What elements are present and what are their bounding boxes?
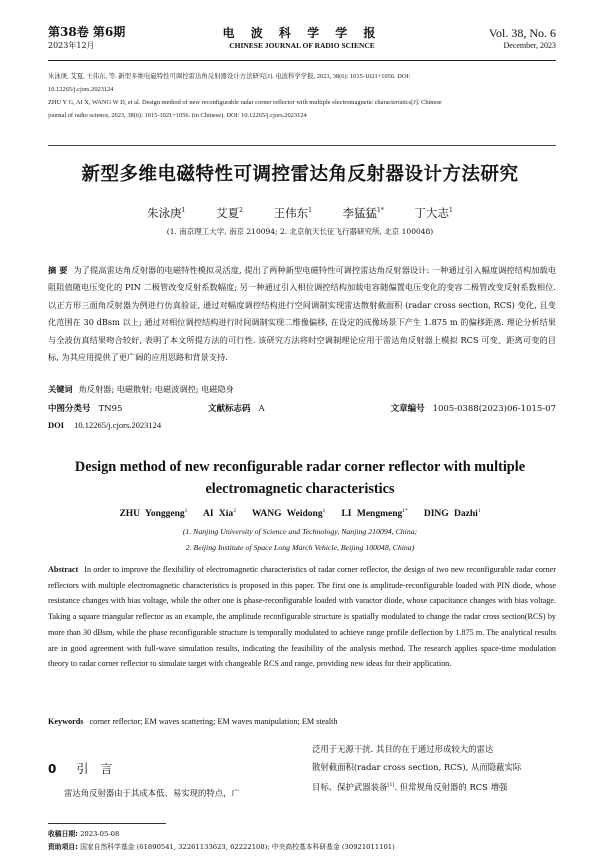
author-en: DING Dazhi$^1$ <box>423 508 481 520</box>
abstract-en <box>48 562 556 672</box>
author-en: ZHU Yonggeng$^1$ <box>119 508 188 520</box>
journal-name-en: CHINESE JOURNAL OF RADIO SCIENCE <box>229 41 375 50</box>
author-cn: 朱泳庚$^1$ <box>147 206 186 220</box>
funding-info: 资助项目: 国家自然科学基金 (61890541, 32261133623, 62222108); 中央高校基本科研基金 (30921011101) <box>48 843 395 851</box>
date-en: December, 2023 <box>503 41 556 50</box>
author-cn: 王伟东$^1$ <box>273 206 312 220</box>
classification-row <box>48 402 556 416</box>
affiliation-en-line: 2. Beijing Institute of Space Long March Vehicle, Beijing 100048, China) <box>185 543 415 552</box>
footnotes <box>48 828 556 854</box>
citation-block <box>48 70 556 122</box>
abstract-cn-text: 为了提高雷达角反射器的电磁特性模拟灵活度, 提出了两种新型电磁特性可调控雷达角反射器设计: 一种通过引入幅度调控结构加载电阻阻值随电压变化的 PIN 二极管改变反射系数幅度; 另一种通过引入相位调控结构加载电容随偏置电压变化的变容二极管改变反射系数相位. 以正方形三面角反射器为例进行仿真验证, 通过对幅度调控结构进行空间调制实现雷达散射截面积 (radar cross section, RCS) 变化, 且变化范围在 30 dBsm 以上; 通过对相位调控结构进行时间调制实现二维像偏移, 在设定的成像场景下产生 1.875 m 的偏移距离. 理论分析结果与全波仿真结果吻合较好, 表明了本文所提方法的可行性. 该研究方法将时空调制理论应用于雷达角反射器上模拟 RCS 可变、距离可变的目标, 为其应用提供了更广阔的应用思路和背景支持. <box>48 265 556 363</box>
received-date: 收稿日期: 2023-05-08 <box>48 830 120 838</box>
article-id: 文章编号 1005-0388(2023)06-1015-07 <box>390 404 556 414</box>
abstract-cn <box>48 262 556 366</box>
author-en: LI Mengmeng$^{1*}$ <box>341 508 408 520</box>
header-center <box>48 26 556 51</box>
section-number: 0 <box>48 762 57 776</box>
author-en: WANG Weidong$^1$ <box>251 508 326 520</box>
intro-line: 目标、保护武器装备[1]. 但常规角反射器的 RCS 增强 <box>312 781 508 792</box>
citation-rule <box>48 145 556 146</box>
reference-mark: [1] <box>387 782 395 788</box>
abstract-en-text: In order to improve the flexibility of electromagnetic characteristics of radar corner reflector, the design of two new reconfigurable radar corner reflectors with multiple electromagnetic characteristics is proposed in this paper. The first one is amplitude-reconfigurable loaded with PIN diode, whose resistance changes with bias voltage, while the other one is phase-reconfigurable loaded with varactor diode, whose capacitance changes with bias voltage. Taking a square triangular reflector as an example, the amplitude reconfigurable structure is spatially modulated to change the radar cross section(RCS) by more than 30 dBsm, while the phase reconfigurable structure is temporally modulated to achieve range profile deflection by 1.875 m. The analytical results are in good agreement with full-wave simulation results, indicating the feasibility of the analysis method. The research applies space-time modulation theory to radar corner reflector to simulate target with changeable RCS and range, providing new ideas for their application. <box>48 565 556 669</box>
header-right <box>489 26 556 51</box>
title-cn: 新型多维电磁特性可调控雷达角反射器设计方法研究 <box>81 164 519 185</box>
authors-cn <box>0 205 600 221</box>
abstract-cn-label: 摘 要 <box>48 265 68 275</box>
author-cn: 艾夏$^2$ <box>216 206 243 220</box>
journal-name-cn: 电 波 科 学 学 报 <box>222 26 382 40</box>
citation-line: journal of radio science, 2023, 38(6): 1015-1021+1056. (in Chinese). DOI: 10.12265/j.cjors.2023124 <box>48 112 307 119</box>
volume-cn: 第38卷 第6期 <box>48 25 126 39</box>
keywords-en <box>48 717 556 726</box>
authors-en <box>0 508 600 519</box>
title-en: Design method of new reconfigurable radar corner reflector with multiple electromagnetic characteristics <box>74 459 526 497</box>
citation-line: 朱泳庚, 艾夏, 王伟东, 等. 新型多维电磁特性可调控雷达角反射器设计方法研究[J]. 电波科学学报, 2023, 38(6): 1015-1021+1056. DOI: <box>48 73 411 80</box>
abstract-en-label: Abstract <box>48 565 79 574</box>
keywords-en-text: corner reflector; EM waves scattering; EM waves manipulation; EM stealth <box>89 717 338 726</box>
affiliation-cn: (1. 南京理工大学, 南京 210094; 2. 北京航天长征飞行器研究所, 北京 100048) <box>166 227 434 236</box>
affiliation-en-line: (1. Nanjing University of Science and Technology, Nanjing 210094, China; <box>182 527 418 536</box>
citation-line: ZHU Y G, AI X, WANG W D, et al. Design method of new reconfigurable radar corner reflector with multiple electromagnetic characteristics[J]. Chinese <box>48 99 442 106</box>
intro-left-column: 雷达角反射器由于其成本低、易实现的特点，广 <box>64 788 240 798</box>
keywords-cn-label: 关键词 <box>48 384 73 394</box>
author-cn: 李猛猛$^{1*}$ <box>342 206 384 220</box>
section-heading-intro <box>48 760 124 777</box>
header-rule <box>48 60 556 61</box>
affiliation-en <box>0 524 600 556</box>
keywords-cn-text: 角反射器; 电磁散射; 电磁波调控; 电磁隐身 <box>78 384 234 394</box>
keywords-en-label: Keywords <box>48 717 84 726</box>
author-en: AI Xia$^2$ <box>203 508 236 520</box>
doi-value: 10.12265/j.cjors.2023124 <box>74 420 162 430</box>
intro-line: 泛用于无源干扰. 其目的在于通过形成较大的雷达 <box>312 744 494 754</box>
running-header <box>48 26 556 60</box>
volume-en: Vol. 38, No. 6 <box>488 26 556 40</box>
footnote-rule <box>48 823 166 824</box>
date-cn: 2023年12月 <box>48 41 95 50</box>
keywords-cn <box>48 384 556 395</box>
doi-label: DOI <box>48 420 65 430</box>
citation-line: 10.12265/j.cjors.2023124 <box>48 86 114 93</box>
author-cn: 丁大志$^1$ <box>414 206 453 220</box>
doi-row <box>48 420 161 430</box>
clc-number: 中图分类号 TN95 <box>48 404 123 414</box>
section-title: 引言 <box>76 762 125 776</box>
document-code: 文献标志码 A <box>208 404 265 414</box>
intro-line: 散射截面积(radar cross section, RCS), 从而隐蔽实际 <box>312 762 522 772</box>
intro-right-column <box>312 740 556 796</box>
